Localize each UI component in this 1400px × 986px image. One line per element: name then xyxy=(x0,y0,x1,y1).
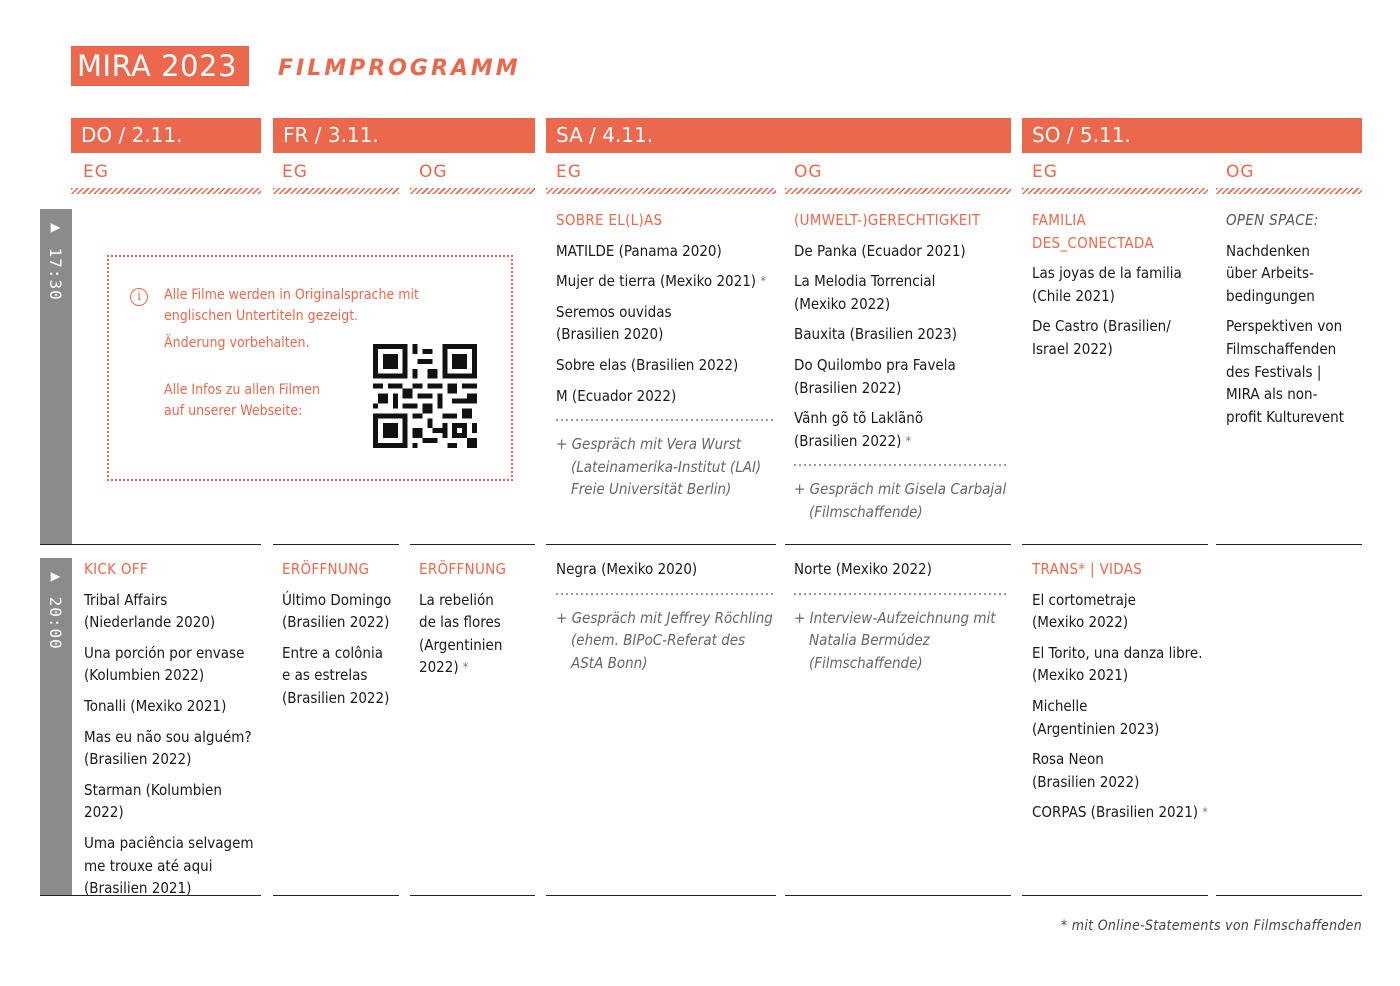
page-subtitle: FILMPROGRAMM xyxy=(278,56,521,81)
row-divider xyxy=(1216,895,1362,896)
hatch-divider xyxy=(71,188,261,194)
floor-label-so-eg: EG xyxy=(1032,162,1058,182)
program-section-title: OPEN SPACE: xyxy=(1226,211,1319,229)
film-item: Tonalli (Mexiko 2021) xyxy=(84,696,227,715)
program-sa-og-2000 xyxy=(794,558,1009,674)
program-sa-og-1730 xyxy=(794,209,1009,524)
row-divider xyxy=(40,544,261,545)
program-section-title: (UMWELT-)GERECHTIGKEIT xyxy=(794,211,981,229)
film-item: Sobre elas (Brasilien 2022) xyxy=(556,355,739,374)
film-item: MATILDE (Panama 2020) xyxy=(556,241,722,260)
floor-label-sa-eg: EG xyxy=(556,162,582,182)
timeslot-label: ▶ 17:30 xyxy=(46,217,65,301)
festival-logo: MIRA 2023 xyxy=(71,46,249,86)
program-so-og-1730 xyxy=(1226,209,1366,436)
row-divider xyxy=(1022,895,1208,896)
film-item: Starman (Kolumbien 2022) xyxy=(84,780,222,822)
film-item: Una porción por envase (Kolumbien 2022) xyxy=(84,643,245,685)
film-item: Entre a colônia e as estrelas (Brasilien 2022) xyxy=(282,643,390,707)
hatch-divider xyxy=(1216,188,1362,194)
program-so-eg-2000 xyxy=(1032,558,1218,832)
program-section-title: ERÖFFNUNG xyxy=(419,560,507,578)
floor-label-fr-og: OG xyxy=(419,162,448,182)
film-item: Do Quilombo pra Favela (Brasilien 2022) xyxy=(794,355,956,397)
dotted-divider xyxy=(556,419,774,421)
info-line: Alle Filme werden in Originalsprache mit xyxy=(164,287,419,303)
film-item: La Melodia Torrencial (Mexiko 2022) xyxy=(794,272,936,313)
qr-code[interactable] xyxy=(373,344,477,448)
event-item: Nachdenken über Arbeits- bedingungen xyxy=(1226,241,1315,305)
row-divider xyxy=(410,544,535,545)
info-line: Alle Infos zu allen Filmen xyxy=(164,382,321,398)
day-header-sunday: SO / 5.11. xyxy=(1022,118,1362,153)
film-item: La rebelión de las flores (Argentinien 2022) * xyxy=(419,590,503,677)
row-divider xyxy=(273,895,399,896)
film-item: De Castro (Brasilien/ Israel 2022) xyxy=(1032,317,1171,358)
film-item: Uma paciência selvagem me trouxe até aqui (Brasilien 2021) xyxy=(84,833,254,898)
program-do-eg-2000 xyxy=(84,558,264,908)
row-divider xyxy=(546,544,776,545)
hatch-divider xyxy=(1022,188,1208,194)
dotted-divider xyxy=(794,593,1009,595)
talk-note: + Interview-Aufzeichnung mit Natalia Bermúdez (Filmschaffende) xyxy=(794,608,996,672)
row-divider xyxy=(785,544,1011,545)
dotted-divider xyxy=(556,593,774,595)
film-item: Tribal Affairs (Niederlande 2020) xyxy=(84,590,216,632)
program-section-title: ERÖFFNUNG xyxy=(282,560,370,578)
event-item: Perspektiven von Filmschaffenden des Festivals | MIRA als non- profit Kulturevent xyxy=(1226,317,1345,426)
film-item: Negra (Mexiko 2020) xyxy=(556,560,698,578)
row-divider xyxy=(273,544,399,545)
talk-note: + Gespräch mit Jeffrey Röchling (ehem. BIPoC-Referat des AStA Bonn) xyxy=(556,608,773,672)
info-line: Änderung vorbehalten. xyxy=(164,335,310,351)
day-header-friday: FR / 3.11. xyxy=(273,118,535,153)
timeslot-label: ▶ 20:00 xyxy=(46,566,65,650)
film-item: El Torito, una danza libre. (Mexiko 2021) xyxy=(1032,643,1203,685)
film-item: Rosa Neon (Brasilien 2022) xyxy=(1032,750,1140,791)
footnote: * mit Online-Statements von Filmschaffenden xyxy=(1060,918,1362,934)
talk-note: + Gespräch mit Vera Wurst (Lateinamerika-Institut (LAI) Freie Universität Berlin) xyxy=(556,435,762,499)
film-item: Vãnh gõ tõ Laklãnõ (Brasilien 2022) * xyxy=(794,409,924,450)
dotted-divider xyxy=(794,464,1009,466)
day-header-saturday: SA / 4.11. xyxy=(546,118,1011,153)
program-so-eg-1730 xyxy=(1032,209,1210,369)
day-header-thursday: DO / 2.11. xyxy=(71,118,261,153)
film-item: Michelle (Argentinien 2023) xyxy=(1032,696,1160,738)
program-sa-eg-2000 xyxy=(556,558,774,674)
floor-label-do-eg: EG xyxy=(83,162,109,182)
program-fr-eg-2000 xyxy=(282,558,402,718)
row-divider xyxy=(546,895,776,896)
hatch-divider xyxy=(410,188,535,194)
film-item: Mas eu não sou alguém? (Brasilien 2022) xyxy=(84,727,252,769)
info-line: englischen Untertiteln gezeigt. xyxy=(164,308,359,324)
timeslot-bar-1730 xyxy=(40,209,72,544)
talk-note: + Gespräch mit Gisela Carbajal (Filmschaffende) xyxy=(794,480,1007,521)
row-divider xyxy=(410,895,535,896)
floor-label-fr-eg: EG xyxy=(282,162,308,182)
program-section-title: KICK OFF xyxy=(84,560,148,578)
program-fr-og-2000 xyxy=(419,558,537,687)
program-section-title: SOBRE EL(L)AS xyxy=(556,211,663,229)
film-item: Las joyas de la familia (Chile 2021) xyxy=(1032,264,1182,305)
film-item: El cortometraje (Mexiko 2022) xyxy=(1032,590,1136,632)
program-sa-eg-1730 xyxy=(556,209,774,501)
film-item: Seremos ouvidas (Brasilien 2020) xyxy=(556,302,672,344)
program-section-title: FAMILIA DES_CONECTADA xyxy=(1032,211,1154,252)
info-line: auf unserer Webseite: xyxy=(164,403,303,419)
row-divider xyxy=(785,895,1011,896)
row-divider xyxy=(1022,544,1208,545)
film-item: Norte (Mexiko 2022) xyxy=(794,560,932,578)
program-section-title: TRANS* | VIDAS xyxy=(1032,560,1143,578)
hatch-divider xyxy=(546,188,776,194)
film-item: Mujer de tierra (Mexiko 2021) * xyxy=(556,272,766,291)
film-item: Bauxita (Brasilien 2023) xyxy=(794,325,958,344)
film-item: CORPAS (Brasilien 2021) * xyxy=(1032,803,1208,822)
hatch-divider xyxy=(785,188,1011,194)
hatch-divider xyxy=(273,188,399,194)
film-item: De Panka (Ecuador 2021) xyxy=(794,241,966,260)
floor-label-sa-og: OG xyxy=(794,162,823,182)
floor-label-so-og: OG xyxy=(1226,162,1255,182)
info-icon: i xyxy=(130,288,148,306)
film-item: M (Ecuador 2022) xyxy=(556,386,677,405)
row-divider xyxy=(1216,544,1362,545)
timeslot-bar-2000 xyxy=(40,558,72,895)
film-item: Último Domingo (Brasilien 2022) xyxy=(282,590,392,632)
